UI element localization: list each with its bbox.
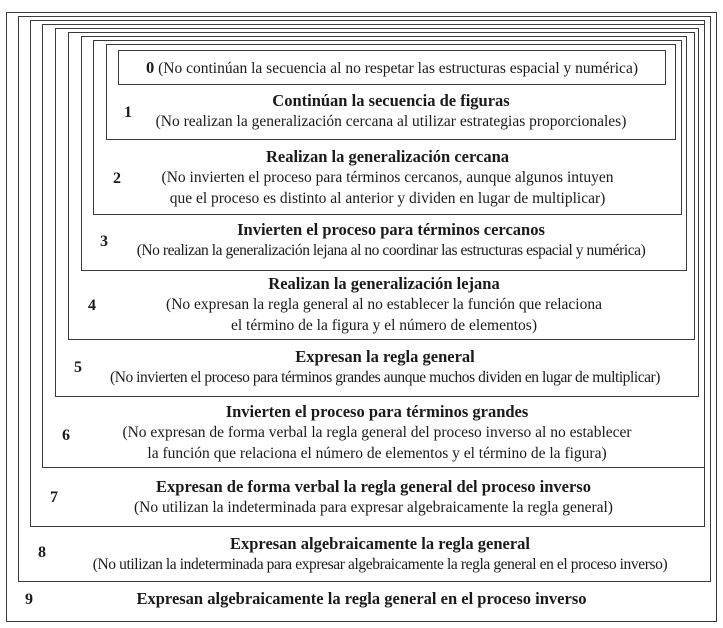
- level-5-number: 5: [74, 359, 82, 376]
- level-1-text: [106, 90, 676, 132]
- level-5-description-line-1: (No invierten el proceso para términos grandes aunque muchos dividen en lugar de multiplicar): [110, 369, 660, 386]
- level-2-text: [93, 146, 682, 209]
- level-8-text: [40, 533, 720, 575]
- level-3-description-line-1: (No realizan la generalización lejana al no coordinar las estructuras espacial y numérica): [136, 242, 646, 259]
- level-7-description-line-1: (No utilizan la indeterminada para expresar algebraicamente la regla general): [134, 499, 613, 516]
- level-8-number: 8: [38, 544, 46, 561]
- level-0-description: (No continúan la secuencia al no respetar las estructuras espacial y numérica): [158, 60, 638, 77]
- level-4-description-line-2: el término de la figura y el número de elementos): [230, 317, 537, 334]
- level-6-description-line-1: (No expresan de forma verbal la regla general del proceso inverso al no establecer: [122, 424, 632, 441]
- level-4-number: 4: [88, 297, 96, 314]
- level-4-description-line-1: (No expresan la regla general al no establecer la función que relaciona: [166, 296, 602, 313]
- level-0-number: 0: [146, 58, 155, 77]
- level-2-title: Realizan la generalización cercana: [265, 147, 509, 166]
- level-3-number: 3: [100, 233, 108, 250]
- level-1-number: 1: [124, 104, 132, 121]
- level-9-text: [6, 588, 717, 609]
- level-4-text: [81, 273, 687, 336]
- level-3-title: Invierten el proceso para términos cercanos: [237, 220, 545, 239]
- level-7-title: Expresan de forma verbal la regla general del proceso inverso: [156, 477, 591, 496]
- level-3-text: [106, 219, 676, 261]
- level-2-description-line-2: que el proceso es distinto al anterior y dividen en lugar de multiplicar): [169, 190, 606, 207]
- level-6-description-line-2: la función que relaciona el número de elementos y el término de la figura): [147, 445, 607, 462]
- level-5-title: Expresan la regla general: [295, 347, 475, 366]
- level-6-title: Invierten el proceso para términos grandes: [225, 402, 529, 421]
- level-2-number: 2: [113, 170, 121, 187]
- level-8-description-line-1: (No utilizan la indeterminada para expresar algebraicamente la regla general en el proceso inverso): [92, 556, 668, 573]
- level-7-text: [42, 476, 705, 518]
- level-4-title: Realizan la generalización lejana: [268, 274, 500, 293]
- level-1-title: Continúan la secuencia de figuras: [272, 91, 510, 110]
- level-8-title: Expresan algebraicamente la regla general: [229, 534, 530, 553]
- level-0-text: [118, 57, 666, 79]
- level-9-title: Expresan algebraicamente la regla general en el proceso inverso: [136, 589, 587, 608]
- level-6-text: [55, 401, 699, 464]
- level-2-description-line-1: (No invierten el proceso para términos cercanos, aunque algunos intuyen: [161, 169, 614, 186]
- level-1-description-line-1: (No realizan la generalización cercana al utilizar estrategias proporcionales): [155, 113, 627, 130]
- level-5-text: [85, 346, 685, 388]
- level-7-number: 7: [50, 489, 58, 506]
- level-6-number: 6: [62, 427, 70, 444]
- level-9-number: 9: [25, 591, 33, 608]
